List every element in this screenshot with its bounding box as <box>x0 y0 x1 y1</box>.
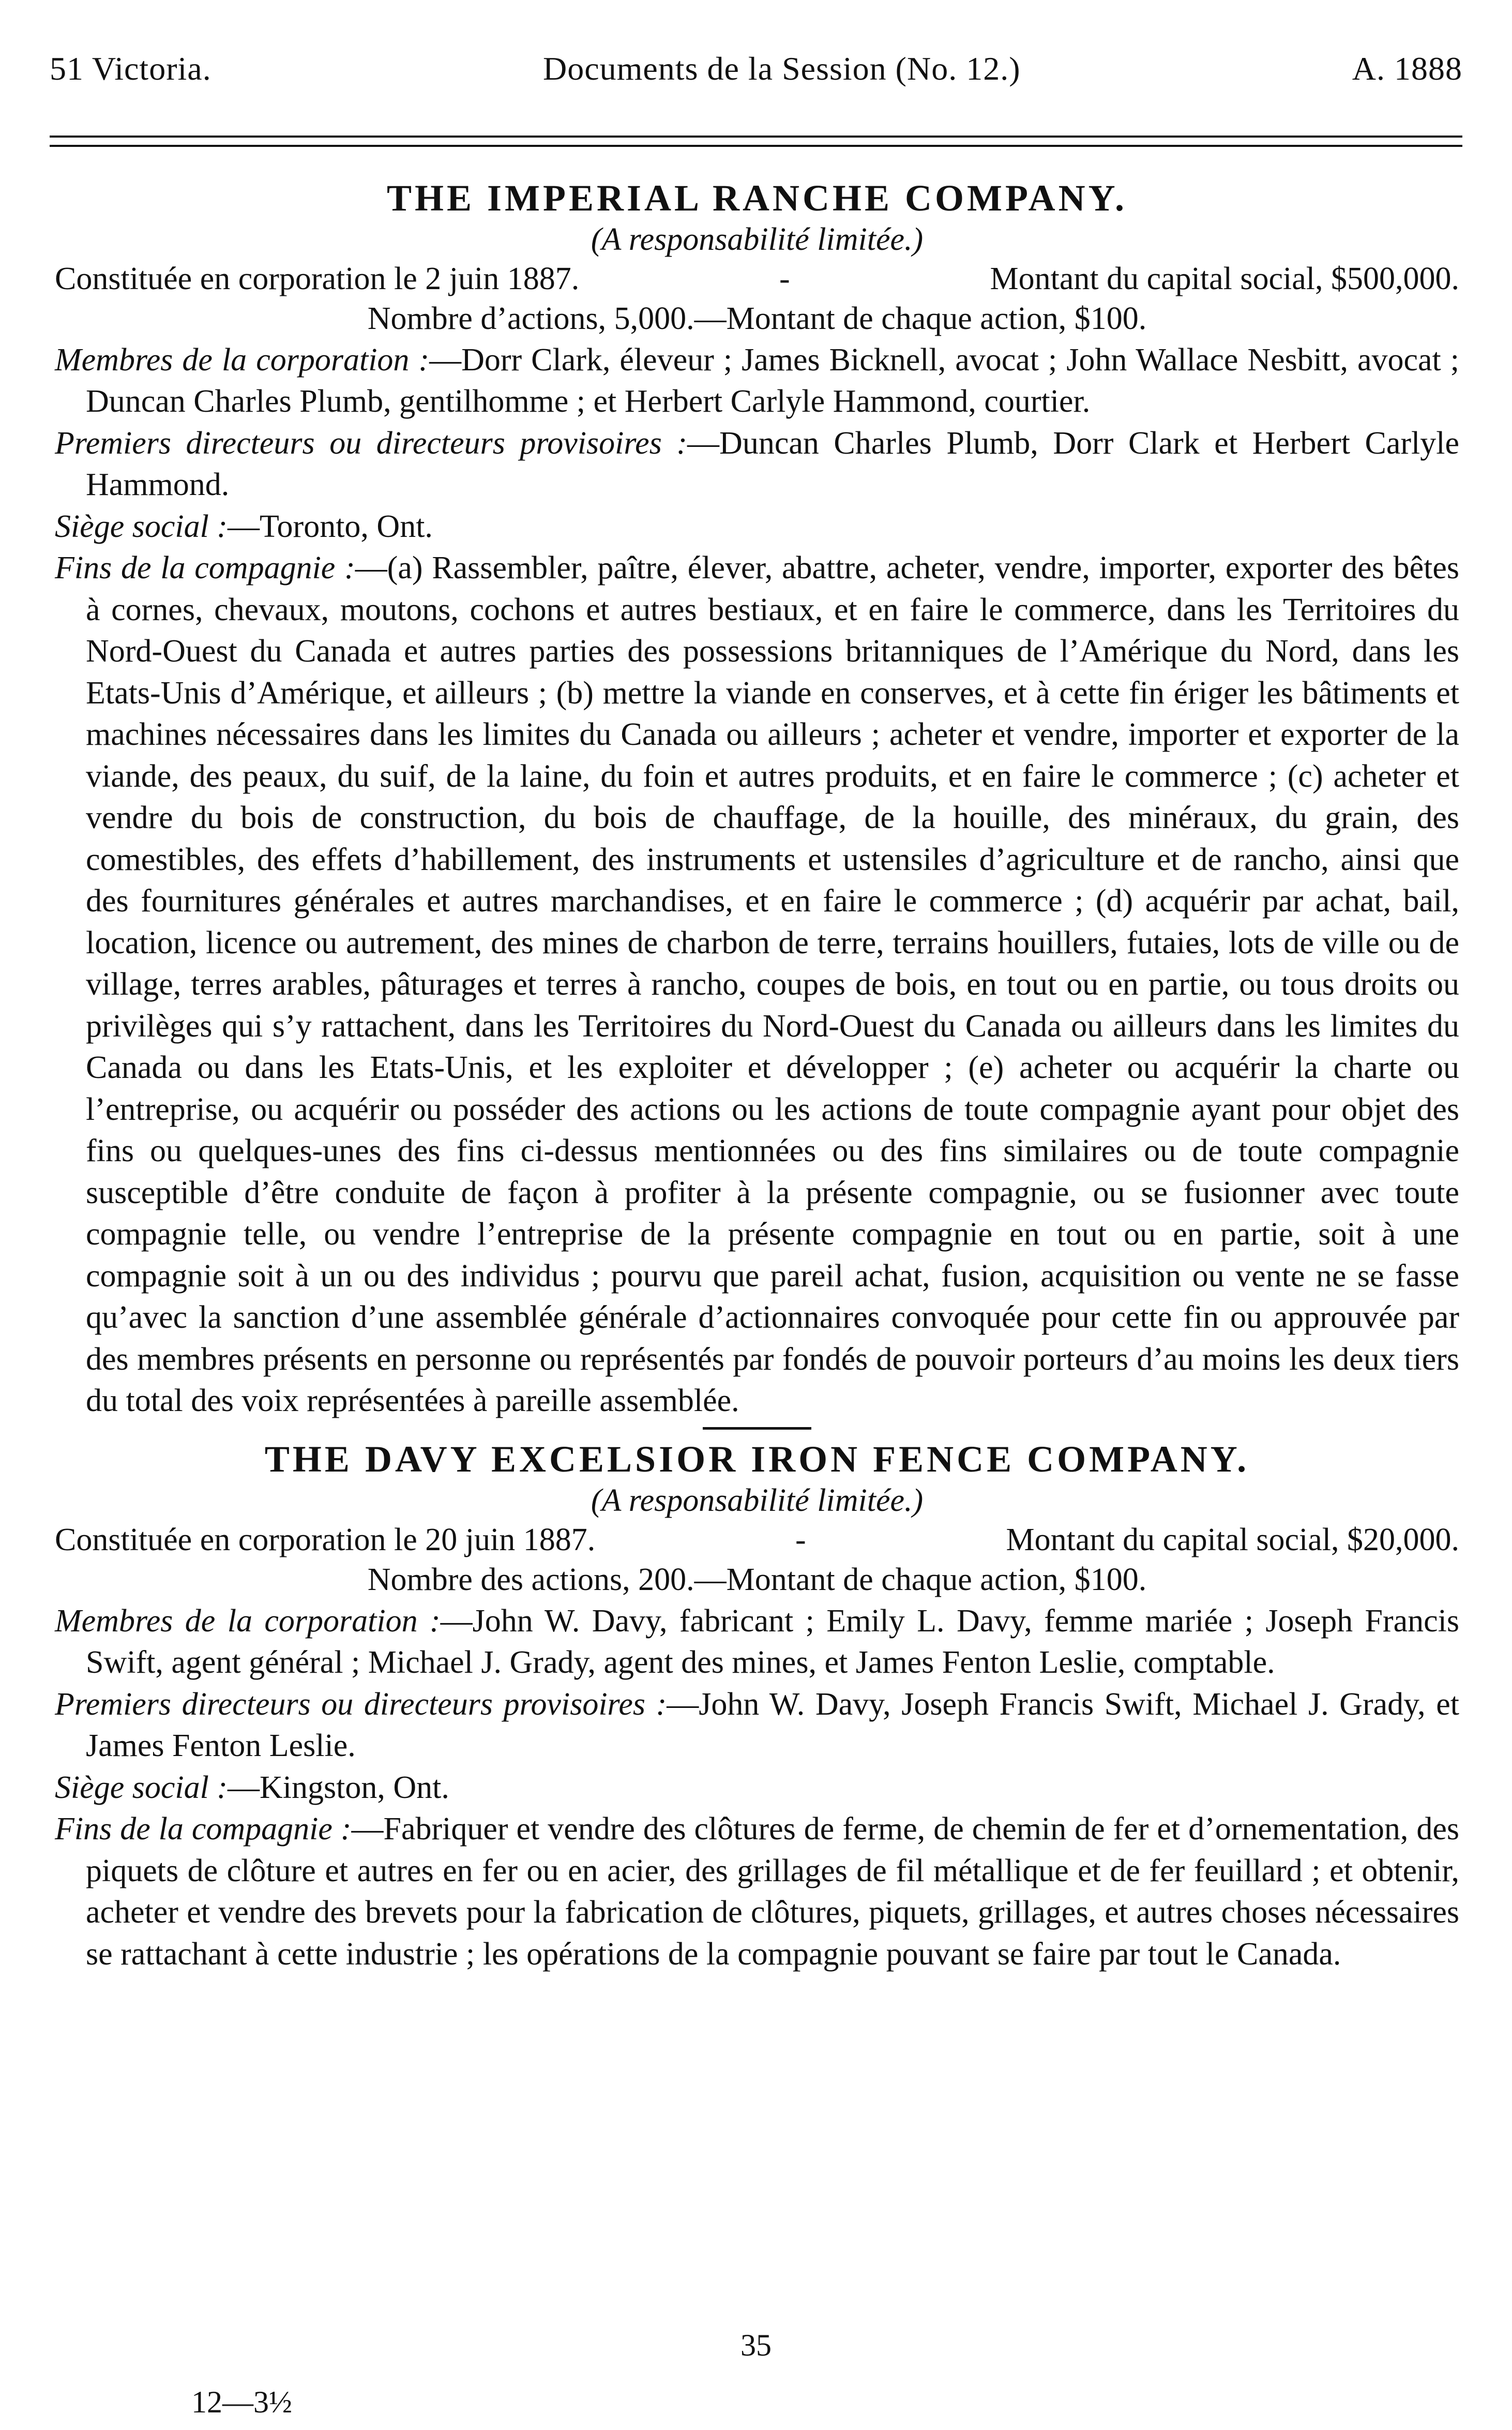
members-text: —Dorr Clark, éleveur ; James Bicknell, avocat ; John Wallace Nesbitt, avocat ; Duncan Charles Plumb, gentilhomme ; et Herbert Carlyle Hammond, courtier. <box>86 342 1460 419</box>
directors-label: Premiers directeurs ou directeurs provisoires : <box>55 1686 667 1722</box>
members-paragraph <box>55 339 1459 423</box>
running-header <box>50 50 1462 88</box>
separator-dash: - <box>795 1522 806 1557</box>
seat-text: —Kingston, Ont. <box>228 1769 449 1805</box>
incorporation-date: Constituée en corporation le 20 juin 1887. <box>55 1522 596 1557</box>
header-double-rule <box>50 136 1462 147</box>
members-label: Membres de la corporation : <box>55 342 430 378</box>
seat-paragraph <box>55 506 1459 548</box>
members-label: Membres de la corporation : <box>55 1603 441 1639</box>
capital-amount: Montant du capital social, $500,000. <box>990 261 1459 296</box>
section-separator-rule <box>703 1427 811 1430</box>
company-liability-note: (A responsabilité limitée.) <box>591 222 924 258</box>
objects-paragraph <box>55 547 1459 1422</box>
shares-line: Nombre des actions, 200.—Montant de chaque action, $100. <box>367 1562 1147 1598</box>
objects-text: —Fabriquer et vendre des clôtures de ferme, de chemin de fer et d’ornementation, des piquets de clôture et autres en fer ou en acier, des grillages de fil métallique et de fer feuillard ; et obtenir, acheter et vendre des brevets pour la fabrication de clôtures, piquets, grillages, et autres choses nécessaires se rattachant à cette industrie ; les opérations de la compagnie pouvant se faire par tout le Canada. <box>86 1811 1459 1972</box>
capital-amount: Montant du capital social, $20,000. <box>1006 1522 1459 1557</box>
seat-text: —Toronto, Ont. <box>228 508 433 544</box>
directors-paragraph <box>55 423 1459 506</box>
directors-text: —John W. Davy, Joseph Francis Swift, Michael J. Grady, et James Fenton Leslie. <box>86 1686 1459 1764</box>
header-session-year: 51 Victoria. <box>50 50 211 87</box>
company-section-imperial-ranche <box>55 176 1459 1975</box>
page-number: 35 <box>740 2328 772 2362</box>
directors-paragraph <box>55 1684 1459 1767</box>
company-section-davy-excelsior <box>55 1437 1459 1975</box>
incorporation-date: Constituée en corporation le 2 juin 1887. <box>55 261 580 296</box>
company-title: THE IMPERIAL RANCHE COMPANY. <box>386 177 1128 219</box>
objects-paragraph <box>55 1808 1459 1975</box>
seat-label: Siège social : <box>55 508 228 544</box>
header-year: A. 1888 <box>1352 50 1462 87</box>
objects-text: —(a) Rassembler, paître, élever, abattre, acheter, vendre, importer, exporter des bêtes à cornes, chevaux, moutons, cochons et autres bestiaux, et en faire le commerce, dans les Territoires du Nord-Ouest du Canada et autres parties des possessions britanniques de l’Amérique du Nord, dans les Etats-Unis d’Amérique, et ailleurs ; (b) mettre la viande en conserves, et à cette fin ériger les bâtiments et machines nécessaires dans les limites du Canada ou ailleurs ; acheter et vendre, importer et exporter de la viande, des peaux, du suif, de la laine, du foin et autres produits, et en faire le commerce ; (c) acheter et vendre du bois de construction, du bois de chauffage, de la houille, des minéraux, du grain, des comestibles, des effets d’habillement, des instruments et ustensiles d’agriculture et de rancho, ainsi que des fournitures générales et autres marchandises, et en faire le commerce ; (d) acquérir par achat, bail, location, licence ou autrement, des mines de charbon de terre, terrains houillers, futaies, lots de ville ou de village, terres arables, pâturages et terres à rancho, coupes de bois, en tout ou en partie, ou tous droits ou privilèges qui s’y rattachent, dans les Territoires du Nord-Ouest du Canada ou ailleurs dans les limites du Canada ou dans les Etats-Unis, et les exploiter et développer ; (e) acheter ou acquérir la charte ou l’entreprise, ou acquérir ou posséder des actions ou les actions de toute compagnie ayant pour objet des fins ou quelques-unes des fins ci-dessus mentionnées ou des fins similaires ou de toute compagnie susceptible d’être conduite de façon à profiter à la présente compagnie, ou se fusionner avec toute compagnie telle, ou vendre l’entreprise de la présente compagnie en tout ou en partie, soit à une compagnie soit à un ou des individus ; pourvu que pareil achat, fusion, acquisition ou vente ne se fasse qu’avec la sanction d’une assemblée générale d’actionnaires convoquée pour cette fin ou approuvée par des membres présents en personne ou représentés par fondés de pouvoir porteurs d’au moins les deux tiers du total des voix représentées à pareille assemblée. <box>86 550 1459 1419</box>
seat-label: Siège social : <box>55 1769 228 1805</box>
company-liability-note: (A responsabilité limitée.) <box>591 1483 924 1519</box>
directors-label: Premiers directeurs ou directeurs provisoires : <box>55 425 688 461</box>
company-title: THE DAVY EXCELSIOR IRON FENCE COMPANY. <box>264 1438 1250 1480</box>
seat-paragraph <box>55 1767 1459 1809</box>
printer-signature-mark: 12—3½ <box>191 2385 292 2419</box>
members-text: —John W. Davy, fabricant ; Emily L. Davy, femme mariée ; Joseph Francis Swift, agent général ; Michael J. Grady, agent des mines, et James Fenton Leslie, comptable. <box>86 1603 1460 1681</box>
members-paragraph <box>55 1600 1459 1684</box>
shares-line: Nombre d’actions, 5,000.—Montant de chaque action, $100. <box>367 301 1147 337</box>
header-document-title: Documents de la Session (No. 12.) <box>542 50 1021 87</box>
objects-label: Fins de la compagnie : <box>55 550 355 586</box>
incorporation-line <box>55 259 1459 299</box>
directors-text: —Duncan Charles Plumb, Dorr Clark et Herbert Carlyle Hammond. <box>86 425 1460 503</box>
objects-label: Fins de la compagnie : <box>55 1811 352 1847</box>
incorporation-line <box>55 1520 1459 1561</box>
separator-dash: - <box>779 261 790 296</box>
